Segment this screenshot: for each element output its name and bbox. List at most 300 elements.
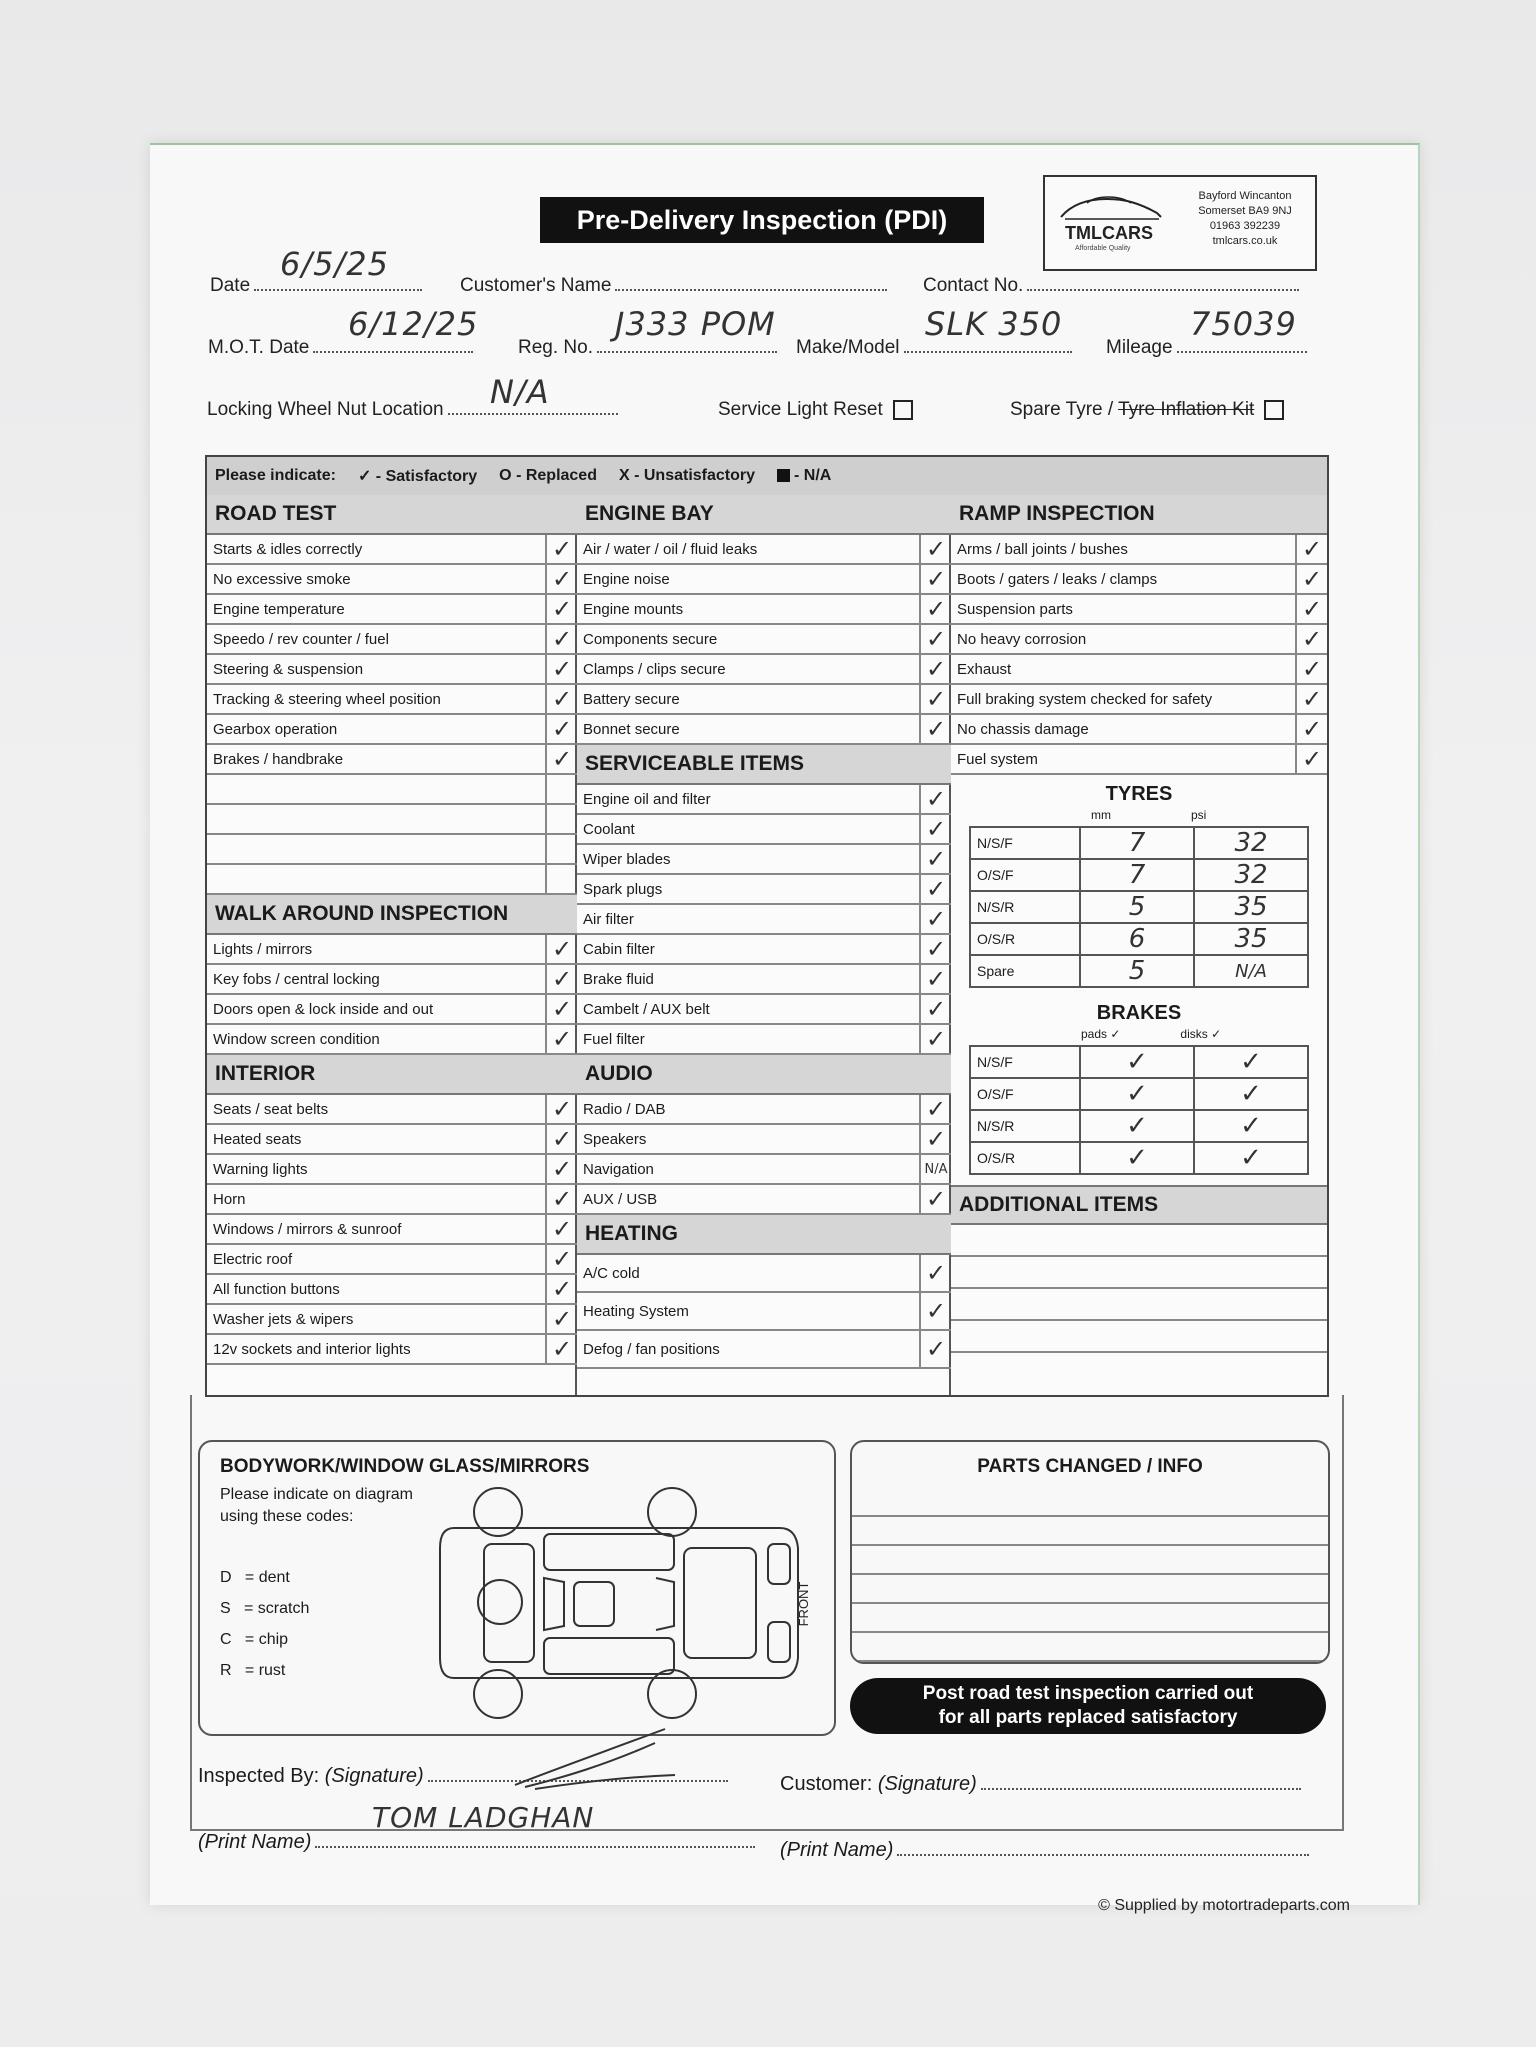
additional-item-line[interactable] [951,1289,1327,1321]
parts-changed-title: PARTS CHANGED / INFO [977,1456,1203,1477]
road-test-row-label: Starts & idles correctly [213,540,363,558]
brakes-table [969,1045,1309,1175]
road-test-row[interactable] [207,625,577,655]
check-mark[interactable]: ✓ [545,1305,577,1333]
ramp-row-label: Exhaust [957,660,1012,678]
road-test-row[interactable] [207,595,577,625]
service-light-reset-field[interactable] [718,399,913,421]
check-mark[interactable]: N/A [919,1155,951,1183]
column-middle [577,495,951,1369]
check-mark[interactable]: ✓ [919,1185,951,1213]
ramp-row[interactable] [951,685,1327,715]
na-square-icon [777,469,790,482]
serviceable-row-label: Wiper blades [583,850,671,868]
walk-around-row[interactable] [207,1025,577,1055]
inspector-print-name-field[interactable] [198,1831,759,1854]
check-mark[interactable]: ✓ [919,1095,951,1123]
check-mark[interactable]: ✓ [545,535,577,563]
audio-row[interactable] [577,1185,951,1215]
inspector-printed-name: TOM LADGHAN [372,1801,595,1834]
locking-wheel-nut-field[interactable] [207,399,622,421]
ramp-row-label: Boots / gaters / leaks / clamps [957,570,1158,588]
engine-bay-row-label: Air / water / oil / fluid leaks [583,540,758,558]
mileage-value: 75039 [1190,305,1297,343]
check-mark[interactable]: ✓ [1295,715,1327,743]
contact-no-field[interactable] [923,275,1303,297]
audio-row[interactable] [577,1125,951,1155]
audio-row-label: AUX / USB [583,1190,658,1208]
walk-around-row-label: Doors open & lock inside and out [213,1000,434,1018]
serviceable-row[interactable] [577,905,951,935]
audio-row-label: Speakers [583,1130,647,1148]
engine-bay-row-label: Components secure [583,630,718,648]
ramp-row[interactable] [951,565,1327,595]
check-mark[interactable]: ✓ [545,625,577,653]
additional-item-line[interactable] [951,1257,1327,1289]
tyre-row-psi[interactable]: 35 [1194,891,1308,923]
check-mark[interactable]: ✓ [919,715,951,743]
serviceable-row[interactable] [577,845,951,875]
code-row [220,1562,309,1593]
serviceable-row-label: Engine oil and filter [583,790,711,808]
serviceable-row[interactable] [577,785,951,815]
brakes-disks-label: disks ✓ [1180,1027,1222,1041]
brake-row-position: O/S/R [970,1142,1080,1174]
legend-replaced: O - Replaced [499,467,597,484]
code-meaning: = chip [244,1631,289,1648]
serviceable-row-label: Air filter [583,910,634,928]
heating-row-label: Defog / fan positions [583,1340,720,1358]
blank-row[interactable] [207,775,577,805]
brake-row-disks[interactable]: ✓ [1194,1142,1308,1174]
check-mark[interactable]: ✓ [545,685,577,713]
brake-row-position: N/S/F [970,1046,1080,1078]
engine-bay-row-label: Clamps / clips secure [583,660,726,678]
check-mark[interactable]: ✓ [545,1095,577,1123]
code-letter: S [220,1600,231,1617]
road-test-row[interactable] [207,715,577,745]
signature-word: (Signature) [324,1765,424,1787]
engine-bay-heading: ENGINE BAY [577,495,951,535]
serviceable-row-label: Fuel filter [583,1030,645,1048]
ramp-inspection-heading: RAMP INSPECTION [951,495,1327,535]
legend-na-label: - N/A [794,467,832,484]
legend-na [777,467,831,485]
customer-print-name-field[interactable] [780,1839,1313,1862]
brakes-heading: BRAKES [1096,1002,1182,1024]
check-mark[interactable]: ✓ [545,935,577,963]
mileage-label: Mileage [1106,337,1173,358]
tyre-row-mm[interactable]: 7 [1080,827,1194,859]
check-mark[interactable]: ✓ [545,1025,577,1053]
engine-bay-row[interactable] [577,655,951,685]
interior-row[interactable] [207,1245,577,1275]
check-mark[interactable]: ✓ [919,595,951,623]
walk-around-row-label: Window screen condition [213,1030,380,1048]
check-mark[interactable]: ✓ [919,785,951,813]
check-mark[interactable]: ✓ [545,595,577,623]
check-mark[interactable]: ✓ [545,715,577,743]
ramp-row-label: Full braking system checked for safety [957,690,1213,708]
reg-no-value: J333 POM [615,305,776,343]
pdi-form-sheet [150,143,1420,1914]
customer-label: Customer: [780,1773,873,1795]
walk-around-row[interactable] [207,965,577,995]
check-mark[interactable]: ✓ [919,625,951,653]
code-row [220,1593,309,1624]
tyre-row-mm[interactable]: 5 [1080,955,1194,987]
check-mark[interactable]: ✓ [1295,745,1327,773]
brake-row-disks[interactable]: ✓ [1194,1110,1308,1142]
road-test-heading: ROAD TEST [207,495,577,535]
form-title: Pre-Delivery Inspection (PDI) [540,197,984,243]
supplied-by-footer: © Supplied by motortradeparts.com [1098,1897,1350,1914]
ramp-row[interactable] [951,745,1327,775]
post-note-line-2: for all parts replaced satisfactory [938,1707,1238,1728]
tyre-row-position: N/S/F [970,827,1080,859]
dealer-name: TMLCARS [1065,223,1153,243]
tyre-inflation-kit-label: Tyre Inflation Kit [1118,399,1255,420]
brake-row-disks[interactable]: ✓ [1194,1078,1308,1110]
tyres-mm-label: mm [1091,808,1111,822]
heating-row-label: A/C cold [583,1264,640,1282]
road-test-row[interactable] [207,655,577,685]
tyre-row-mm[interactable]: 7 [1080,859,1194,891]
parts-line[interactable] [852,1633,1328,1662]
road-test-row-label: Steering & suspension [213,660,364,678]
ramp-row-label: Fuel system [957,750,1038,768]
tyre-row [970,923,1308,955]
interior-row[interactable] [207,1185,577,1215]
post-road-test-note [850,1678,1326,1734]
brake-row [970,1142,1308,1174]
interior-row-label: Warning lights [213,1160,308,1178]
dealer-address [1183,189,1307,249]
check-mark[interactable]: ✓ [545,1245,577,1273]
check-mark[interactable]: ✓ [545,1215,577,1243]
address-line: 01963 392239 [1209,220,1281,232]
check-mark[interactable]: ✓ [919,1255,951,1291]
bodywork-instruction: Please indicate on diagram using these codes: [220,1486,414,1525]
front-label: FRONT [796,1581,811,1627]
check-mark[interactable]: ✓ [1295,625,1327,653]
heating-row[interactable] [577,1331,951,1369]
check-mark[interactable]: ✓ [545,1185,577,1213]
audio-row-label: Radio / DAB [583,1100,666,1118]
engine-bay-row-label: Battery secure [583,690,680,708]
engine-bay-row[interactable] [577,535,951,565]
blank-row[interactable] [207,865,577,895]
blank-row[interactable] [207,835,577,865]
interior-row-label: Horn [213,1190,246,1208]
check-mark[interactable]: ✓ [545,1125,577,1153]
legend-bar [207,457,1327,495]
brake-row-position: O/S/F [970,1078,1080,1110]
date-value: 6/5/25 [280,245,389,283]
ramp-row[interactable] [951,535,1327,565]
ramp-row[interactable] [951,595,1327,625]
parts-line[interactable] [852,1575,1328,1604]
road-test-row[interactable] [207,565,577,595]
audio-row-label: Navigation [583,1160,654,1178]
ramp-row-label: No heavy corrosion [957,630,1087,648]
tyre-row-position: O/S/R [970,923,1080,955]
code-meaning: = dent [244,1569,290,1586]
locking-wheel-nut-value: N/A [490,373,550,411]
mot-date-label: M.O.T. Date [208,337,310,358]
check-mark[interactable]: ✓ [545,655,577,683]
interior-row[interactable] [207,1125,577,1155]
check-mark[interactable]: ✓ [1295,595,1327,623]
brake-row-pads[interactable]: ✓ [1080,1110,1194,1142]
code-row [220,1655,309,1686]
check-mark[interactable]: ✓ [545,965,577,993]
brakes-column-labels [1081,1027,1327,1041]
print-name-label: (Print Name) [780,1839,894,1861]
serviceable-row[interactable] [577,935,951,965]
serviceable-row[interactable] [577,875,951,905]
print-name-label: (Print Name) [198,1831,312,1853]
serviceable-row-label: Brake fluid [583,970,654,988]
check-mark[interactable]: ✓ [919,935,951,963]
parts-line[interactable] [852,1517,1328,1546]
engine-bay-row[interactable] [577,595,951,625]
brake-row [970,1110,1308,1142]
interior-row[interactable] [207,1155,577,1185]
post-note-line-1: Post road test inspection carried out [922,1683,1254,1704]
audio-row[interactable] [577,1095,951,1125]
walk-around-row[interactable] [207,995,577,1025]
road-test-row[interactable] [207,745,577,775]
brake-row-disks[interactable]: ✓ [1194,1046,1308,1078]
check-mark[interactable]: ✓ [919,565,951,593]
code-letter: C [220,1631,232,1648]
spare-tyre-field[interactable] [1010,399,1284,421]
interior-row-label: All function buttons [213,1280,340,1298]
brake-row-pads[interactable]: ✓ [1080,1142,1194,1174]
walk-around-row[interactable] [207,935,577,965]
tyre-row-psi[interactable]: N/A [1194,955,1308,987]
interior-row-label: Electric roof [213,1250,293,1268]
interior-row-label: Heated seats [213,1130,302,1148]
heating-row[interactable] [577,1293,951,1331]
audio-heading: AUDIO [577,1055,951,1095]
blank-row[interactable] [207,805,577,835]
brake-row [970,1046,1308,1078]
road-test-row-label: Speedo / rev counter / fuel [213,630,389,648]
engine-bay-row[interactable] [577,685,951,715]
legend-satisfactory: ✓ - Satisfactory [357,468,478,485]
road-test-row-label: Engine temperature [213,600,345,618]
check-mark[interactable]: ✓ [919,905,951,933]
serviceable-row[interactable] [577,995,951,1025]
check-mark[interactable]: ✓ [919,845,951,873]
service-light-reset-label: Service Light Reset [718,399,883,420]
additional-item-line[interactable] [951,1321,1327,1353]
brake-row [970,1078,1308,1110]
address-line: tmlcars.co.uk [1212,235,1278,247]
tyre-row [970,859,1308,891]
additional-item-line[interactable] [951,1225,1327,1257]
check-mark[interactable]: ✓ [919,655,951,683]
engine-bay-row[interactable] [577,565,951,595]
tyres-heading: TYRES [1105,783,1173,805]
ramp-row-label: Suspension parts [957,600,1073,618]
check-mark[interactable]: ✓ [919,1331,951,1367]
inspected-by-label: Inspected By: [198,1765,320,1787]
check-mark[interactable]: ✓ [1295,685,1327,713]
service-light-reset-checkbox[interactable] [893,400,913,420]
ramp-row-label: Arms / ball joints / bushes [957,540,1128,558]
tyre-row-psi[interactable]: 32 [1194,827,1308,859]
tyre-row-psi[interactable]: 35 [1194,923,1308,955]
customer-name-label: Customer's Name [460,275,612,296]
road-test-row-label: Tracking & steering wheel position [213,690,441,708]
serviceable-row-label: Cabin filter [583,940,655,958]
tyre-row-position: N/S/R [970,891,1080,923]
column-right [951,495,1327,1353]
parts-line[interactable] [852,1546,1328,1575]
ramp-row-label: No chassis damage [957,720,1089,738]
brake-row-pads[interactable]: ✓ [1080,1046,1194,1078]
spare-tyre-checkbox[interactable] [1264,400,1284,420]
contact-no-label: Contact No. [923,275,1024,296]
tyre-row [970,955,1308,987]
date-label: Date [210,275,251,296]
address-line: Bayford Wincanton [1198,190,1292,202]
signature-word: (Signature) [877,1773,977,1795]
check-mark[interactable]: ✓ [919,875,951,903]
tyres-column-labels [1091,808,1327,822]
interior-row[interactable] [207,1095,577,1125]
customer-signature-field[interactable] [780,1773,1305,1796]
check-mark[interactable]: ✓ [919,1025,951,1053]
engine-bay-row-label: Engine mounts [583,600,684,618]
check-mark[interactable]: ✓ [545,1155,577,1183]
car-diagram-icon[interactable] [424,1482,812,1722]
spare-tyre-label: Spare Tyre / [1010,399,1114,420]
serviceable-row[interactable] [577,815,951,845]
code-row [220,1624,309,1655]
dealer-tagline: Affordable Quality [1075,245,1131,252]
mot-date-value: 6/12/25 [348,305,479,343]
legend-prefix: Please indicate: [215,467,336,484]
engine-bay-row-label: Engine noise [583,570,670,588]
check-mark[interactable]: ✓ [919,1293,951,1329]
tyre-row-psi[interactable]: 32 [1194,859,1308,891]
check-mark[interactable]: ✓ [545,1275,577,1303]
check-mark[interactable]: ✓ [919,995,951,1023]
code-meaning: = scratch [244,1600,310,1617]
code-letter: R [220,1662,232,1679]
tyre-row [970,827,1308,859]
check-mark[interactable]: ✓ [919,965,951,993]
check-mark[interactable]: ✓ [545,1335,577,1363]
road-test-row-label: No excessive smoke [213,570,351,588]
parts-line[interactable] [852,1604,1328,1633]
tyres-table [969,826,1309,988]
car-logo-icon [1057,191,1167,227]
brakes-pads-label: pads ✓ [1081,1027,1121,1041]
engine-bay-row[interactable] [577,715,951,745]
parts-changed-box [850,1440,1330,1664]
check-mark[interactable]: ✓ [545,995,577,1023]
ramp-row[interactable] [951,625,1327,655]
checklist-grid [205,455,1329,1397]
tyres-psi-label: psi [1191,808,1207,822]
additional-items-heading: ADDITIONAL ITEMS [951,1185,1327,1225]
brake-row-pads[interactable]: ✓ [1080,1078,1194,1110]
column-left [207,495,577,1365]
interior-row-label: Windows / mirrors & sunroof [213,1220,402,1238]
code-letter: D [220,1569,232,1586]
ramp-row[interactable] [951,715,1327,745]
code-meaning: = rust [244,1662,286,1679]
check-mark[interactable]: ✓ [545,745,577,773]
engine-bay-row-label: Bonnet secure [583,720,680,738]
dealer-logo-box [1043,175,1317,271]
bodywork-box [198,1440,836,1736]
serviceable-row-label: Coolant [583,820,635,838]
tyre-row-mm[interactable]: 5 [1080,891,1194,923]
make-model-value: SLK 350 [925,305,1063,343]
check-mark[interactable]: ✓ [1295,655,1327,683]
serviceable-items-heading: SERVICEABLE ITEMS [577,745,951,785]
check-mark[interactable]: ✓ [545,565,577,593]
walk-around-row-label: Lights / mirrors [213,940,313,958]
check-mark[interactable]: ✓ [919,815,951,843]
heating-row[interactable] [577,1255,951,1293]
road-test-row[interactable] [207,685,577,715]
serviceable-row[interactable] [577,1025,951,1055]
check-mark[interactable]: ✓ [919,1125,951,1153]
legend-unsatisfactory: X - Unsatisfactory [618,467,756,484]
heating-heading: HEATING [577,1215,951,1255]
inspector-signature-icon [505,1725,685,1795]
parts-line[interactable] [852,1488,1328,1517]
road-test-row-label: Gearbox operation [213,720,338,738]
tyre-row-position: Spare [970,955,1080,987]
address-line: Somerset BA9 9NJ [1198,205,1292,217]
interior-row[interactable] [207,1335,577,1365]
check-mark[interactable]: ✓ [1295,535,1327,563]
make-model-label: Make/Model [796,337,900,358]
interior-row[interactable] [207,1275,577,1305]
engine-bay-row[interactable] [577,625,951,655]
interior-heading: INTERIOR [207,1055,577,1095]
damage-codes [220,1562,309,1686]
interior-row[interactable] [207,1215,577,1245]
interior-row-label: 12v sockets and interior lights [213,1340,411,1358]
walk-around-row-label: Key fobs / central locking [213,970,380,988]
serviceable-row[interactable] [577,965,951,995]
check-mark[interactable]: ✓ [919,535,951,563]
tyre-row-mm[interactable]: 6 [1080,923,1194,955]
bodywork-title: BODYWORK/WINDOW GLASS/MIRRORS [220,1456,590,1477]
audio-row[interactable] [577,1155,951,1185]
brake-row-position: N/S/R [970,1110,1080,1142]
serviceable-row-label: Cambelt / AUX belt [583,1000,710,1018]
serviceable-row-label: Spark plugs [583,880,663,898]
walk-around-heading: WALK AROUND INSPECTION [207,895,577,935]
check-mark[interactable]: ✓ [1295,565,1327,593]
road-test-row[interactable] [207,535,577,565]
check-mark[interactable]: ✓ [919,685,951,713]
customer-name-field[interactable] [460,275,891,297]
tyre-row [970,891,1308,923]
interior-row[interactable] [207,1305,577,1335]
ramp-row[interactable] [951,655,1327,685]
